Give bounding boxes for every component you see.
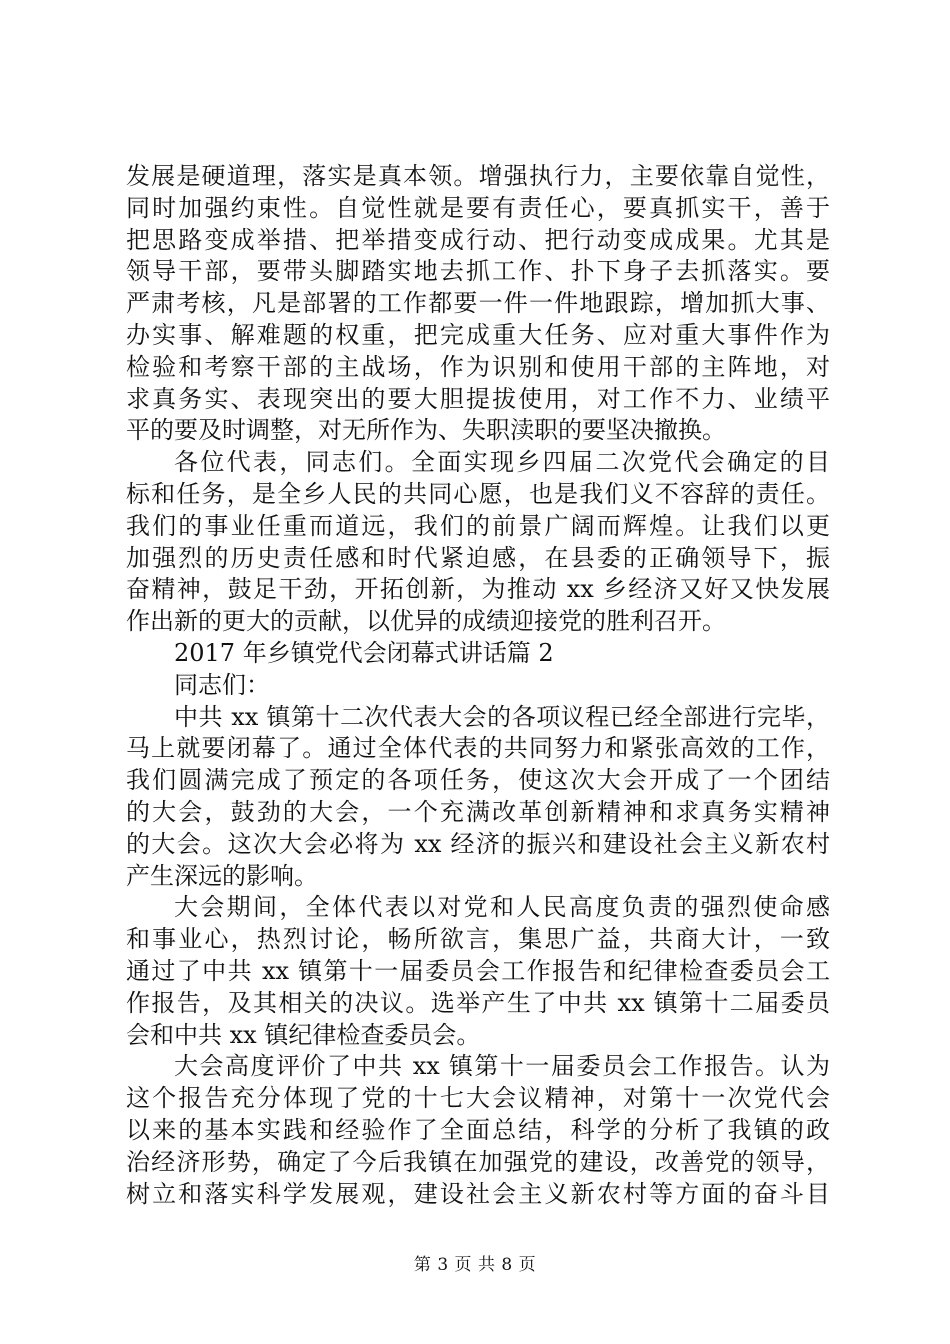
text-line: 求真务实、表现突出的要大胆提拔使用，对工作不力、业绩平 [126,384,830,413]
text-line: 发展是硬道理，落实是真本领。增强执行力，主要依靠自觉性， [126,162,830,190]
text-line: 和事业心，热烈讨论，畅所欲言，集思广益，共商大计，一致 [126,925,830,954]
text-line: 这个报告充分体现了党的十七大会议精神，对第十一次党代会 [126,1084,830,1113]
text-line: 我们的事业任重而道远，我们的前景广阔而辉煌。让我们以更 [126,511,830,540]
text-line: 2017 年乡镇党代会闭幕式讲话篇 2 [174,638,554,667]
text-line: 我们圆满完成了预定的各项任务，使这次大会开成了一个团结 [126,766,830,795]
text-line: 平的要及时调整，对无所作为、失职渎职的要坚决撤换。 [126,416,726,445]
text-line: 作报告，及其相关的决议。选举产生了中共 xx 镇第十二届委员 [126,988,830,1017]
text-line: 会和中共 xx 镇纪律检查委员会。 [126,1020,481,1049]
text-line: 加强烈的历史责任感和时代紧迫感，在县委的正确领导下，振 [126,543,830,572]
text-line: 以来的基本实践和经验作了全面总结，科学的分析了我镇的政 [126,1115,830,1144]
page-footer: 第 3 页 共 8 页 [413,1255,537,1275]
document-body [126,161,830,1210]
text-line: 通过了中共 xx 镇第十一届委员会工作报告和纪律检查委员会工 [126,956,830,985]
text-line: 标和任务，是全乡人民的共同心愿，也是我们义不容辞的责任。 [126,479,830,508]
text-line: 治经济形势，确定了今后我镇在加强党的建设，改善党的领导， [126,1147,830,1176]
text-line: 领导干部，要带头脚踏实地去抓工作、扑下身子去抓落实。要 [126,257,830,286]
text-line: 同志们： [174,670,270,699]
text-line: 马上就要闭幕了。通过全体代表的共同努力和紧张高效的工作， [126,734,830,763]
text-line: 同时加强约束性。自觉性就是要有责任心，要真抓实干，善于 [126,193,830,222]
text-line: 把思路变成举措、把举措变成行动、把行动变成成果。尤其是 [126,225,830,254]
text-line: 的大会，鼓劲的大会，一个充满改革创新精神和求真务实精神 [126,797,830,826]
text-line: 的大会。这次大会必将为 xx 经济的振兴和建设社会主义新农村 [126,829,830,858]
text-line: 中共 xx 镇第十二次代表大会的各项议程已经全部进行完毕， [174,702,830,731]
text-line: 各位代表，同志们。全面实现乡四届二次党代会确定的目 [174,448,830,477]
text-line: 作出新的更大的贡献，以优异的成绩迎接党的胜利召开。 [126,607,726,636]
text-line: 奋精神，鼓足干劲，开拓创新，为推动 xx 乡经济又好又快发展 [126,575,830,604]
text-line: 大会期间，全体代表以对党和人民高度负责的强烈使命感 [174,893,830,922]
text-line: 检验和考察干部的主战场，作为识别和使用干部的主阵地，对 [126,352,830,381]
text-line: 严肃考核，凡是部署的工作都要一件一件地跟踪，增加抓大事、 [126,289,830,318]
text-line: 大会高度评价了中共 xx 镇第十一届委员会工作报告。认为 [174,1052,830,1081]
text-line: 产生深远的影响。 [126,861,318,890]
text-line: 树立和落实科学发展观，建设社会主义新农村等方面的奋斗目 [126,1179,830,1208]
text-line: 办实事、解难题的权重，把完成重大任务、应对重大事件作为 [126,320,830,349]
